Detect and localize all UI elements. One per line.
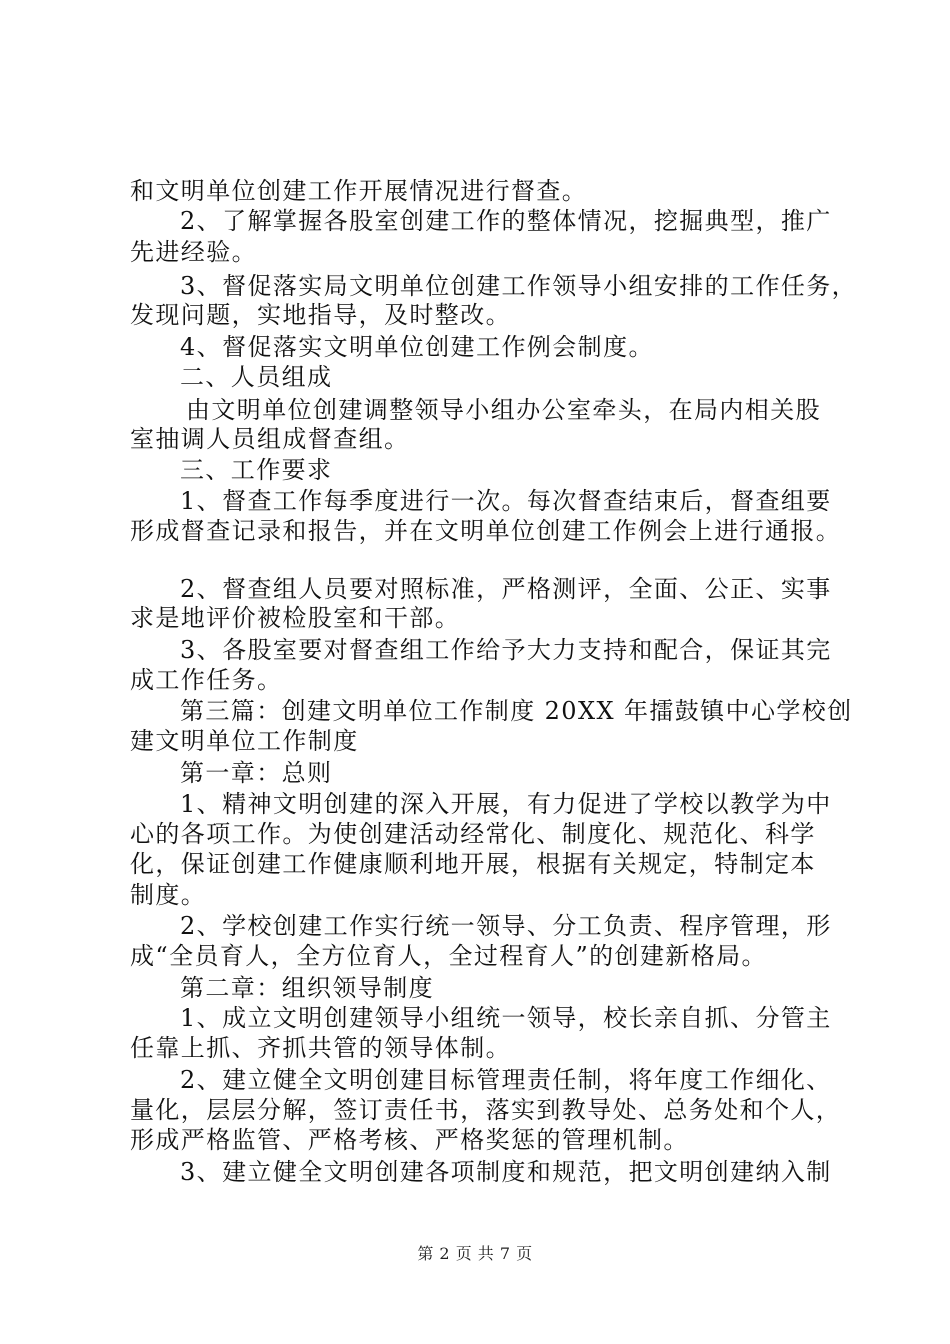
text-line: 1、精神文明创建的深入开展，有力促进了学校以教学为中 — [180, 790, 832, 818]
section-heading: 二、人员组成 — [180, 363, 333, 391]
text-line: 2、督查组人员要对照标准，严格测评，全面、公正、实事 — [180, 575, 832, 603]
text-line: 和文明单位创建工作开展情况进行督查。 — [130, 177, 588, 205]
section-heading: 第一章：总则 — [180, 759, 333, 787]
page-number-footer: 第 2 页 共 7 页 — [417, 1244, 533, 1263]
text-line: 室抽调人员组成督查组。 — [130, 425, 410, 453]
chapter-title: 第三篇：创建文明单位工作制度 20XX 年擂鼓镇中心学校创 — [180, 697, 853, 725]
text-line: 制度。 — [130, 881, 207, 909]
text-line: 任靠上抓、齐抓共管的领导体制。 — [130, 1034, 511, 1062]
text-line: 2、学校创建工作实行统一领导、分工负责、程序管理，形 — [180, 912, 832, 940]
text-line: 先进经验。 — [130, 238, 257, 266]
text-line: 1、督查工作每季度进行一次。每次督查结束后，督查组要 — [180, 487, 832, 515]
text-line: 成“全员育人，全方位育人，全过程育人”的创建新格局。 — [130, 942, 767, 970]
text-line: 心的各项工作。为使创建活动经常化、制度化、规范化、科学 — [130, 820, 816, 848]
text-line: 形成严格监管、严格考核、严格奖惩的管理机制。 — [130, 1126, 689, 1154]
text-line: 3、各股室要对督查组工作给予大力支持和配合，保证其完 — [180, 636, 832, 664]
text-line: 化，保证创建工作健康顺利地开展，根据有关规定，特制定本 — [130, 850, 816, 878]
text-line: 由文明单位创建调整领导小组办公室牵头，在局内相关股 — [186, 396, 821, 424]
text-line: 量化，层层分解，签订责任书，落实到教导处、总务处和个人， — [130, 1096, 842, 1124]
text-line: 2、了解掌握各股室创建工作的整体情况，挖掘典型，推广 — [180, 207, 832, 235]
text-line: 3、督促落实局文明单位创建工作领导小组安排的工作任务， — [180, 272, 858, 300]
text-line: 2、建立健全文明创建目标管理责任制，将年度工作细化、 — [180, 1066, 832, 1094]
text-line: 形成督查记录和报告，并在文明单位创建工作例会上进行通报。 — [130, 517, 842, 545]
text-line: 1、成立文明创建领导小组统一领导，校长亲自抓、分管主 — [180, 1004, 832, 1032]
text-line: 求是地评价被检股室和干部。 — [130, 604, 461, 632]
section-heading: 第二章：组织领导制度 — [180, 974, 434, 1002]
text-line: 3、建立健全文明创建各项制度和规范，把文明创建纳入制 — [180, 1158, 832, 1186]
chapter-title: 建文明单位工作制度 — [130, 727, 359, 755]
text-line: 4、督促落实文明单位创建工作例会制度。 — [180, 333, 654, 361]
text-line: 成工作任务。 — [130, 666, 283, 694]
text-line: 发现问题，实地指导，及时整改。 — [130, 301, 511, 329]
section-heading: 三、工作要求 — [180, 456, 333, 484]
